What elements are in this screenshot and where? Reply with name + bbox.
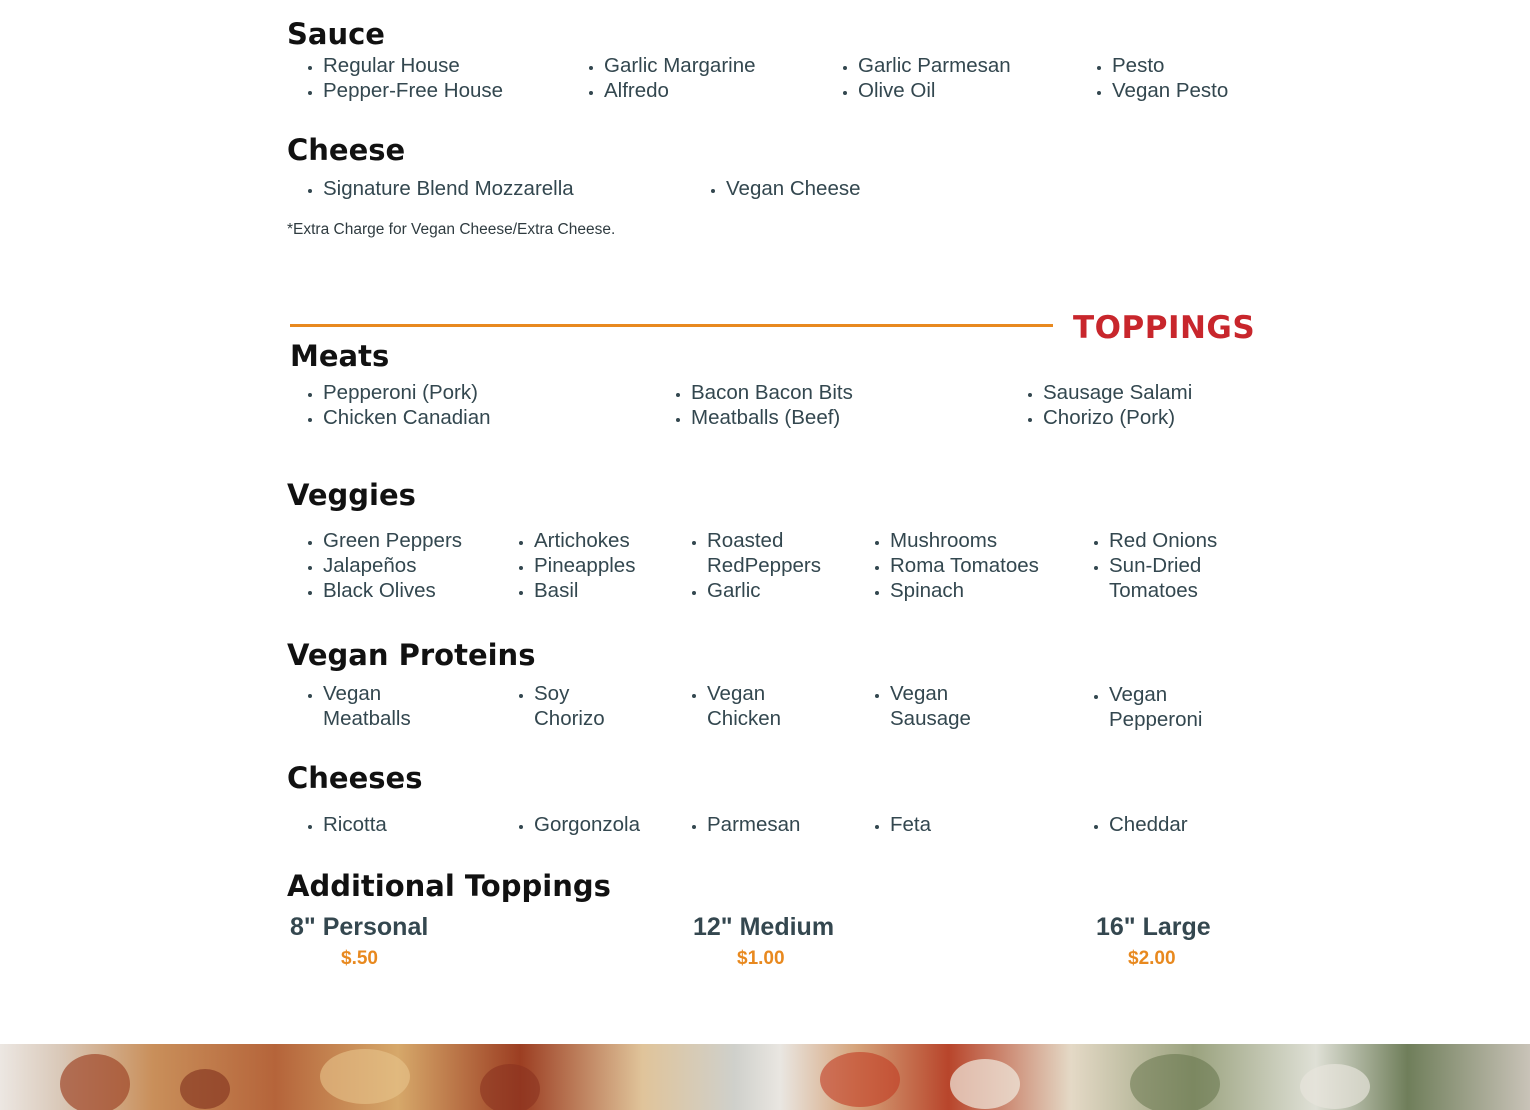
vegan-proteins-heading: Vegan Proteins: [287, 638, 536, 672]
veggies-list-2: [498, 528, 635, 603]
cheeses-list-5: [1073, 812, 1188, 837]
cheeses-list-1: [287, 812, 387, 837]
list-item: • Garlic: [707, 578, 832, 603]
size-large-label: 16" Large: [1096, 913, 1211, 941]
vegan-proteins-list-4: [854, 681, 980, 731]
list-item: • Ricotta: [323, 812, 387, 837]
list-item: • Black Olives: [323, 578, 462, 603]
list-item: • Chicken Canadian: [323, 405, 491, 430]
list-item: • Garlic Margarine: [604, 53, 756, 78]
cheese-list-1: [287, 176, 574, 201]
list-item: • Red Onions: [1109, 528, 1219, 553]
toppings-title: TOPPINGS: [1073, 310, 1256, 346]
sauce-list-1: [287, 53, 503, 103]
sauce-heading: Sauce: [287, 17, 385, 51]
list-item: • Meatballs (Beef): [691, 405, 853, 430]
vegan-proteins-list-5: [1073, 682, 1209, 732]
list-item: • Pepper-Free House: [323, 78, 503, 103]
sauce-list-4: [1076, 53, 1228, 103]
vegan-proteins-list-2: [498, 681, 614, 731]
list-item: • Vegan Pepperoni: [1109, 682, 1209, 732]
cheeses-list-4: [854, 812, 931, 837]
list-item: • Alfredo: [604, 78, 756, 103]
list-item: • Sausage Salami: [1043, 380, 1192, 405]
list-item: • Olive Oil: [858, 78, 1011, 103]
list-item: • Sun-Dried Tomatoes: [1109, 553, 1219, 603]
veggies-list-5: [1073, 528, 1219, 603]
list-item: • Vegan Cheese: [726, 176, 861, 201]
veggies-list-1: [287, 528, 462, 603]
toppings-divider: [290, 324, 1053, 327]
list-item: • Vegan Chicken: [707, 681, 797, 731]
size-medium-label: 12" Medium: [693, 913, 835, 941]
veggies-list-3: [671, 528, 832, 603]
list-item: • Roasted RedPeppers: [707, 528, 832, 578]
cheeses-list-3: [671, 812, 800, 837]
list-item: • Chorizo (Pork): [1043, 405, 1192, 430]
list-item: • Vegan Pesto: [1112, 78, 1228, 103]
meats-list-1: [287, 380, 491, 430]
vegan-proteins-list-1: [287, 681, 423, 731]
list-item: • Garlic Parmesan: [858, 53, 1011, 78]
list-item: • Vegan Meatballs: [323, 681, 423, 731]
list-item: • Roma Tomatoes: [890, 553, 1039, 578]
pizza-photo: [0, 1044, 1530, 1110]
cheese-list-2: [690, 176, 861, 201]
cheeses-heading: Cheeses: [287, 761, 423, 795]
list-item: • Spinach: [890, 578, 1039, 603]
list-item: • Green Peppers: [323, 528, 462, 553]
list-item: • Artichokes: [534, 528, 635, 553]
meats-list-2: [655, 380, 853, 430]
list-item: • Vegan Sausage: [890, 681, 980, 731]
list-item: • Pesto: [1112, 53, 1228, 78]
meats-heading: Meats: [290, 339, 390, 373]
list-item: • Jalapeños: [323, 553, 462, 578]
sauce-list-2: [568, 53, 756, 103]
list-item: • Basil: [534, 578, 635, 603]
list-item: • Cheddar: [1109, 812, 1188, 837]
list-item: • Pepperoni (Pork): [323, 380, 491, 405]
veggies-heading: Veggies: [287, 478, 416, 512]
list-item: • Bacon Bacon Bits: [691, 380, 853, 405]
vegan-proteins-list-3: [671, 681, 797, 731]
list-item: • Pineapples: [534, 553, 635, 578]
cheeses-list-2: [498, 812, 640, 837]
additional-toppings-heading: Additional Toppings: [287, 869, 611, 903]
extra-charge-note: *Extra Charge for Vegan Cheese/Extra Cheese.: [287, 221, 616, 238]
size-personal-price: $.50: [341, 948, 378, 969]
list-item: • Feta: [890, 812, 931, 837]
size-personal-label: 8" Personal: [290, 913, 429, 941]
cheese-heading: Cheese: [287, 133, 406, 167]
list-item: • Mushrooms: [890, 528, 1039, 553]
list-item: • Regular House: [323, 53, 503, 78]
list-item: • Soy Chorizo: [534, 681, 614, 731]
size-medium-price: $1.00: [737, 948, 785, 969]
veggies-list-4: [854, 528, 1039, 603]
list-item: • Signature Blend Mozzarella: [323, 176, 574, 201]
list-item: • Parmesan: [707, 812, 800, 837]
size-large-price: $2.00: [1128, 948, 1176, 969]
sauce-list-3: [822, 53, 1011, 103]
meats-list-3: [1007, 380, 1192, 430]
list-item: • Gorgonzola: [534, 812, 640, 837]
